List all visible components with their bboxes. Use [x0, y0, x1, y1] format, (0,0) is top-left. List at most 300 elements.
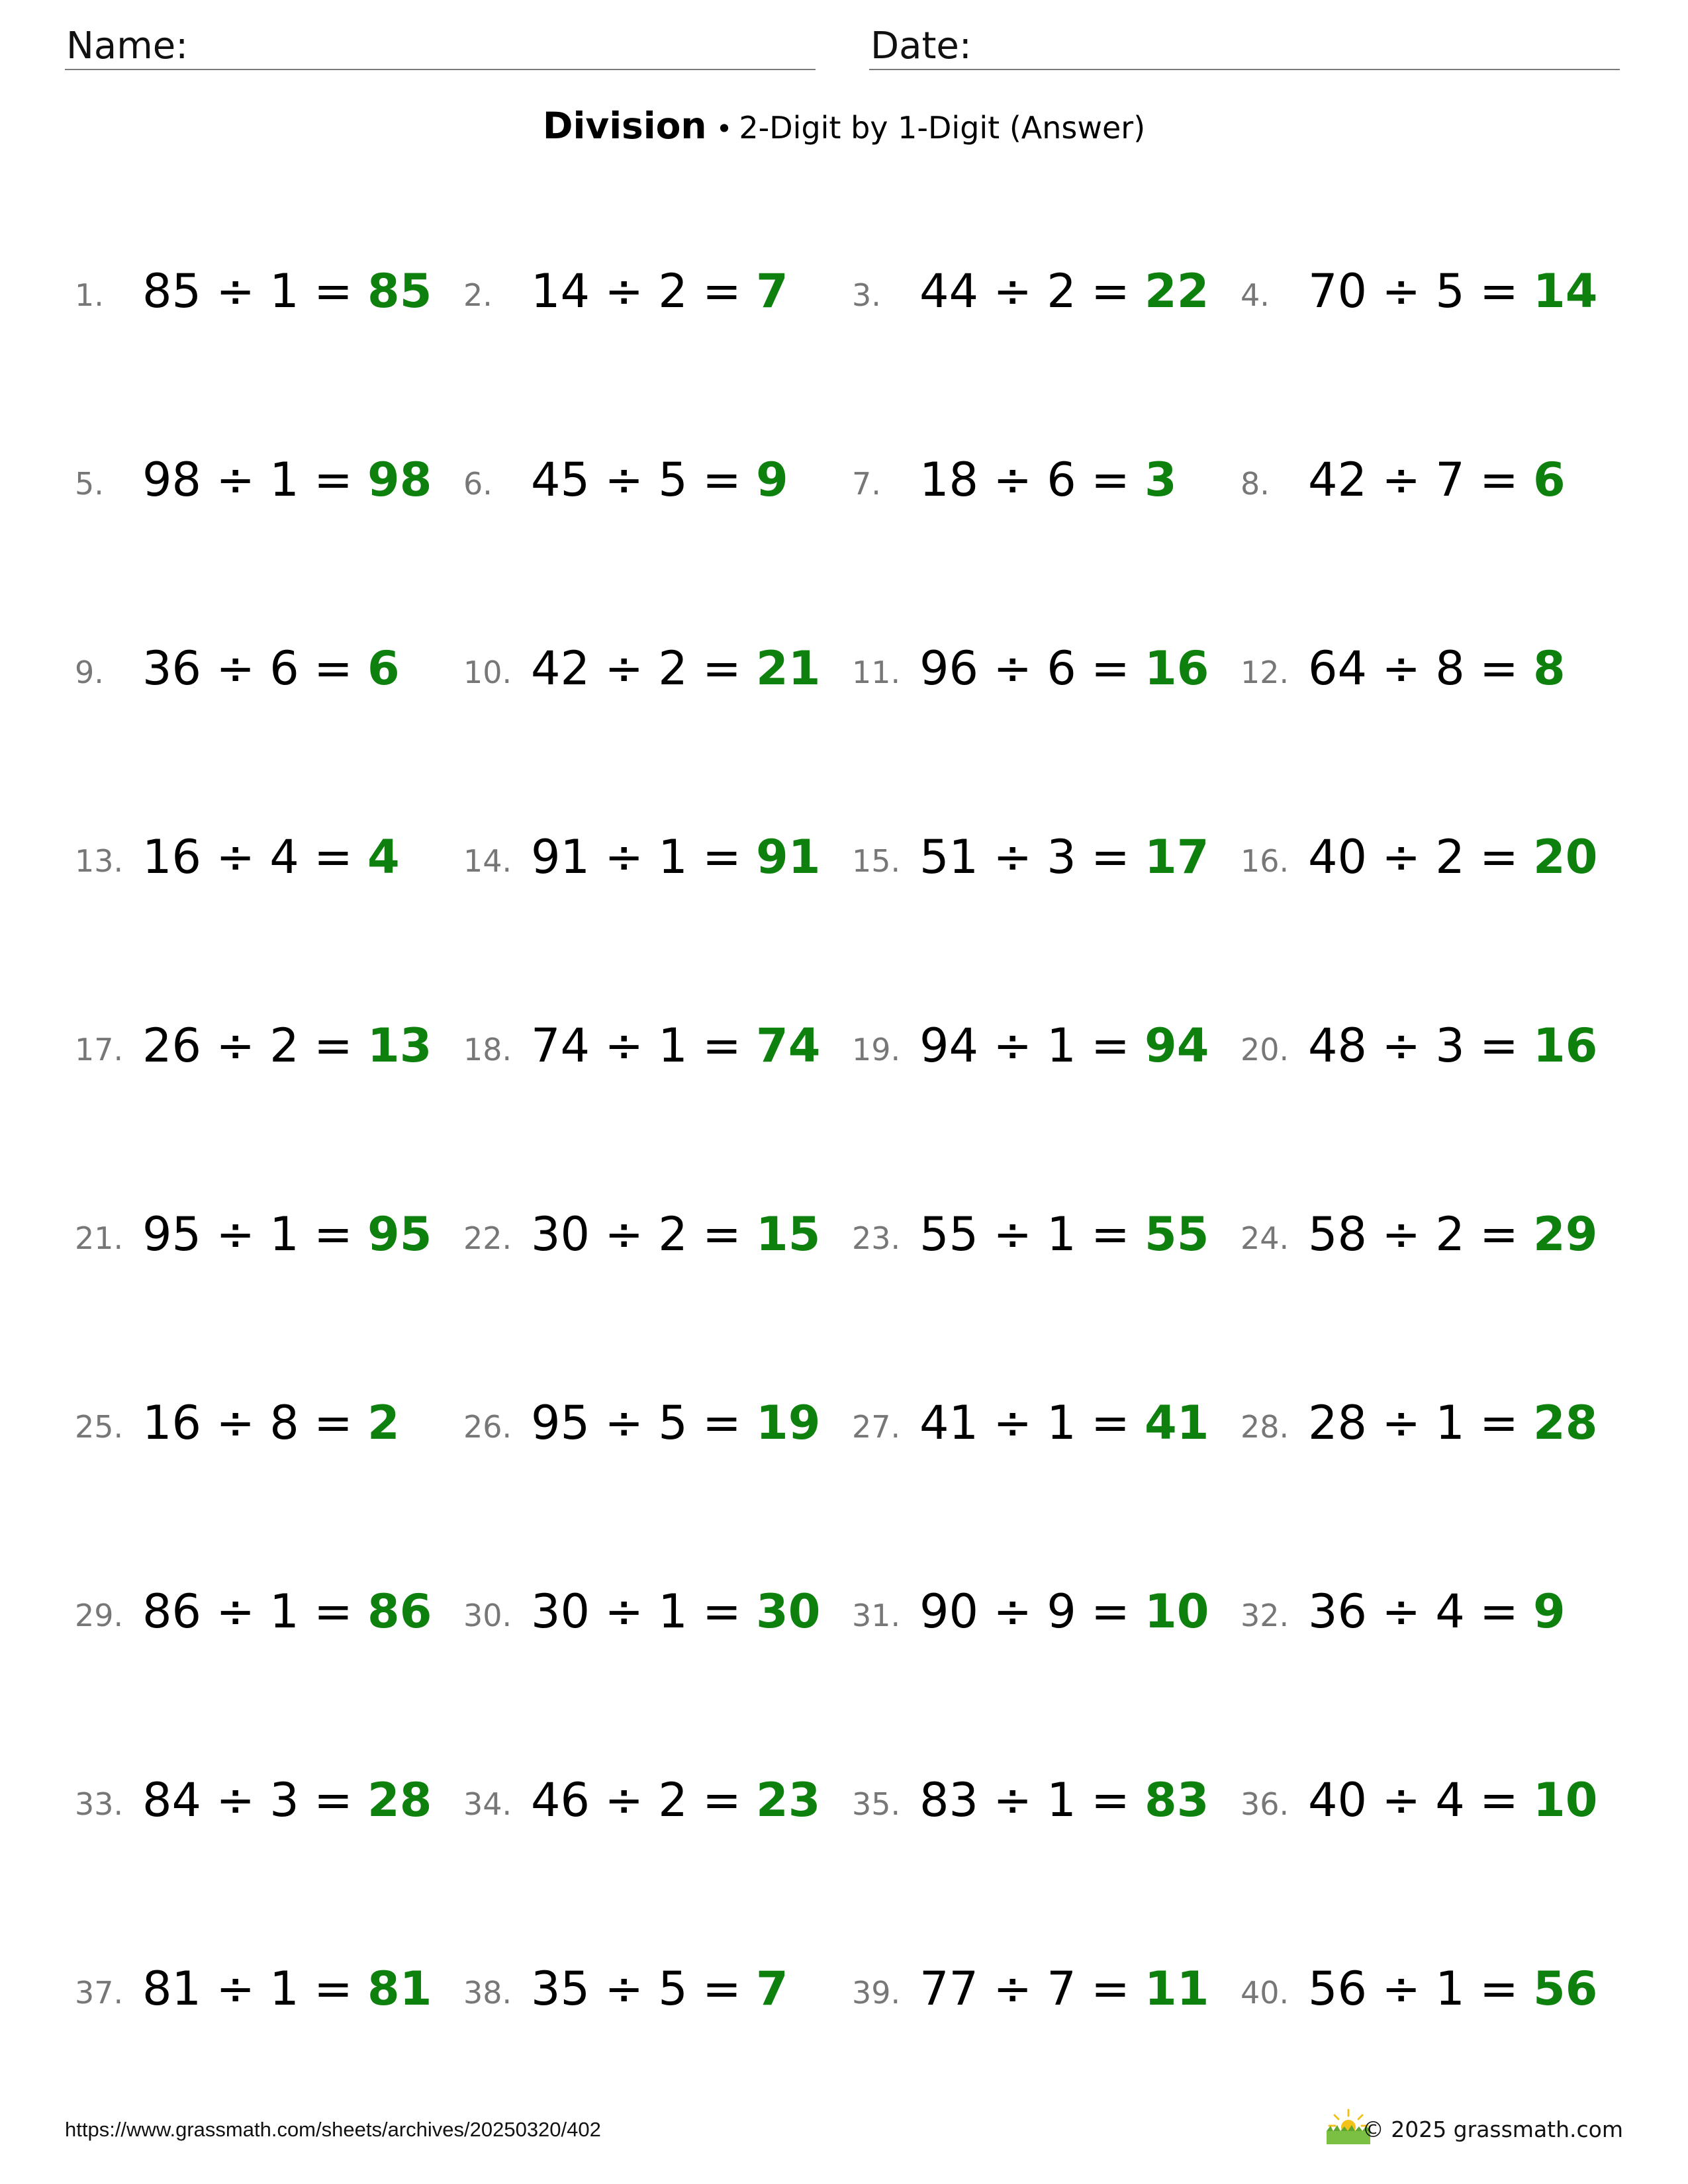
- dividend: 46: [531, 1773, 590, 1827]
- problem-item: [852, 1582, 1229, 1648]
- problem-number: 36.: [1241, 1786, 1289, 1822]
- divisor: 7: [1435, 453, 1465, 507]
- name-label: Name:: [66, 24, 189, 68]
- problem-item: [852, 827, 1229, 893]
- divide-operator: ÷: [1382, 830, 1421, 884]
- answer: 14: [1533, 264, 1598, 318]
- problem-expression: [919, 1962, 1209, 2016]
- problem-number: 18.: [463, 1032, 512, 1068]
- equals-sign: =: [1479, 830, 1519, 884]
- equals-sign: =: [1091, 1019, 1130, 1073]
- answer: 7: [756, 264, 788, 318]
- divide-operator: ÷: [1382, 641, 1421, 696]
- problem-expression: [1308, 830, 1597, 884]
- answer: 6: [1533, 453, 1566, 507]
- divide-operator: ÷: [1382, 264, 1421, 318]
- problem-number: 40.: [1241, 1975, 1289, 2011]
- dividend: 48: [1308, 1019, 1368, 1073]
- problem-number: 30.: [463, 1598, 512, 1633]
- divide-operator: ÷: [993, 1962, 1032, 2016]
- equals-sign: =: [1091, 1773, 1130, 1827]
- problem-expression: [1308, 264, 1597, 318]
- dividend: 94: [919, 1019, 979, 1073]
- answer: 16: [1145, 641, 1209, 696]
- problem-item: [1241, 1393, 1618, 1459]
- equals-sign: =: [1479, 264, 1519, 318]
- problem-item: [852, 1393, 1229, 1459]
- dividend: 42: [531, 641, 590, 696]
- answer: 85: [367, 264, 432, 318]
- problem-number: 24.: [1241, 1220, 1289, 1256]
- divide-operator: ÷: [216, 1773, 255, 1827]
- dividend: 28: [1308, 1396, 1368, 1450]
- dividend: 90: [919, 1584, 979, 1639]
- problem-item: [1241, 261, 1618, 328]
- problem-expression: [531, 1207, 820, 1261]
- divide-operator: ÷: [604, 1396, 643, 1450]
- problem-number: 25.: [75, 1409, 124, 1445]
- equals-sign: =: [1091, 264, 1130, 318]
- title-separator: •: [716, 113, 733, 145]
- divisor: 6: [1047, 641, 1076, 696]
- problem-expression: [1308, 1019, 1597, 1073]
- problem-item: [463, 1582, 841, 1648]
- equals-sign: =: [702, 830, 741, 884]
- divisor: 1: [658, 1019, 688, 1073]
- dividend: 85: [142, 264, 202, 318]
- dividend: 86: [142, 1584, 202, 1639]
- divide-operator: ÷: [216, 264, 255, 318]
- problem-item: [1241, 1770, 1618, 1837]
- answer: 28: [1533, 1396, 1598, 1450]
- answer: 74: [756, 1019, 821, 1073]
- divisor: 1: [1435, 1396, 1465, 1450]
- problem-number: 27.: [852, 1409, 901, 1445]
- problem-item: [463, 1770, 841, 1837]
- divide-operator: ÷: [993, 1773, 1032, 1827]
- answer: 4: [367, 830, 400, 884]
- dividend: 18: [919, 453, 979, 507]
- answer: 30: [756, 1584, 821, 1639]
- divisor: 2: [269, 1019, 299, 1073]
- divide-operator: ÷: [993, 1396, 1032, 1450]
- problem-expression: [531, 1396, 820, 1450]
- divisor: 3: [1047, 830, 1076, 884]
- answer: 23: [756, 1773, 821, 1827]
- problem-number: 34.: [463, 1786, 512, 1822]
- problem-expression: [1308, 1962, 1597, 2016]
- equals-sign: =: [702, 1207, 741, 1261]
- answer: 91: [756, 830, 821, 884]
- problem-expression: [142, 1584, 432, 1639]
- problem-number: 14.: [463, 843, 512, 879]
- divisor: 2: [658, 264, 688, 318]
- dividend: 83: [919, 1773, 979, 1827]
- problem-number: 26.: [463, 1409, 512, 1445]
- equals-sign: =: [314, 1019, 353, 1073]
- dividend: 64: [1308, 641, 1368, 696]
- problem-expression: [531, 1773, 820, 1827]
- problem-number: 31.: [852, 1598, 901, 1633]
- answer: 17: [1145, 830, 1209, 884]
- divisor: 4: [269, 830, 299, 884]
- divisor: 5: [658, 1396, 688, 1450]
- problem-expression: [919, 453, 1177, 507]
- answer: 81: [367, 1962, 432, 2016]
- equals-sign: =: [702, 641, 741, 696]
- problem-expression: [142, 1207, 432, 1261]
- divisor: 4: [1435, 1584, 1465, 1639]
- problem-expression: [1308, 641, 1566, 696]
- divide-operator: ÷: [1382, 1396, 1421, 1450]
- answer: 86: [367, 1584, 432, 1639]
- problem-number: 10.: [463, 655, 512, 690]
- divide-operator: ÷: [604, 264, 643, 318]
- equals-sign: =: [702, 1584, 741, 1639]
- divisor: 1: [658, 830, 688, 884]
- equals-sign: =: [1479, 1019, 1519, 1073]
- equals-sign: =: [314, 264, 353, 318]
- answer: 20: [1533, 830, 1598, 884]
- answer: 15: [756, 1207, 821, 1261]
- problem-expression: [1308, 1396, 1597, 1450]
- problem-item: [75, 639, 452, 705]
- problem-expression: [1308, 1773, 1597, 1827]
- problem-item: [852, 450, 1229, 516]
- problem-number: 13.: [75, 843, 124, 879]
- divide-operator: ÷: [993, 641, 1032, 696]
- dividend: 40: [1308, 830, 1368, 884]
- problem-expression: [531, 1962, 788, 2016]
- divisor: 3: [1435, 1019, 1465, 1073]
- divisor: 2: [1435, 830, 1465, 884]
- problem-expression: [919, 830, 1209, 884]
- equals-sign: =: [314, 1396, 353, 1450]
- problem-expression: [531, 264, 788, 318]
- divide-operator: ÷: [216, 453, 255, 507]
- answer: 83: [1145, 1773, 1209, 1827]
- problem-item: [463, 261, 841, 328]
- problem-item: [463, 827, 841, 893]
- problem-item: [852, 261, 1229, 328]
- equals-sign: =: [314, 1207, 353, 1261]
- divide-operator: ÷: [604, 1207, 643, 1261]
- answer: 9: [756, 453, 788, 507]
- problem-number: 16.: [1241, 843, 1289, 879]
- equals-sign: =: [314, 1773, 353, 1827]
- problem-number: 37.: [75, 1975, 124, 2011]
- answer: 7: [756, 1962, 788, 2016]
- answer: 56: [1533, 1962, 1598, 2016]
- problem-item: [1241, 827, 1618, 893]
- problem-expression: [1308, 1584, 1566, 1639]
- answer: 28: [367, 1773, 432, 1827]
- problem-expression: [919, 1396, 1209, 1450]
- equals-sign: =: [1479, 1962, 1519, 2016]
- problem-expression: [531, 453, 788, 507]
- problem-item: [463, 450, 841, 516]
- equals-sign: =: [1091, 830, 1130, 884]
- problem-number: 15.: [852, 843, 901, 879]
- divisor: 5: [658, 1962, 688, 2016]
- divide-operator: ÷: [604, 1962, 643, 2016]
- problem-item: [1241, 1959, 1618, 2025]
- problem-number: 11.: [852, 655, 901, 690]
- problem-item: [852, 1959, 1229, 2025]
- problem-number: 33.: [75, 1786, 124, 1822]
- problem-item: [1241, 450, 1618, 516]
- divisor: 2: [1047, 264, 1076, 318]
- divide-operator: ÷: [604, 1584, 643, 1639]
- divisor: 8: [269, 1396, 299, 1450]
- problem-item: [1241, 1016, 1618, 1082]
- divisor: 4: [1435, 1773, 1465, 1827]
- dividend: 16: [142, 830, 202, 884]
- divide-operator: ÷: [604, 1019, 643, 1073]
- dividend: 98: [142, 453, 202, 507]
- dividend: 84: [142, 1773, 202, 1827]
- problem-number: 17.: [75, 1032, 124, 1068]
- divisor: 1: [1047, 1773, 1076, 1827]
- problem-number: 35.: [852, 1786, 901, 1822]
- equals-sign: =: [702, 453, 741, 507]
- problem-expression: [919, 1019, 1209, 1073]
- answer: 11: [1145, 1962, 1209, 2016]
- equals-sign: =: [702, 1962, 741, 2016]
- problem-item: [75, 827, 452, 893]
- problem-expression: [919, 1207, 1209, 1261]
- problem-item: [852, 1016, 1229, 1082]
- divide-operator: ÷: [216, 1584, 255, 1639]
- answer: 8: [1533, 641, 1566, 696]
- problem-number: 2.: [463, 277, 492, 313]
- problem-item: [75, 1016, 452, 1082]
- answer: 22: [1145, 264, 1209, 318]
- problem-item: [463, 1959, 841, 2025]
- answer: 94: [1145, 1019, 1209, 1073]
- equals-sign: =: [702, 1019, 741, 1073]
- divisor: 1: [269, 1962, 299, 2016]
- dividend: 14: [531, 264, 590, 318]
- problem-number: 21.: [75, 1220, 124, 1256]
- problem-expression: [142, 1396, 400, 1450]
- problem-item: [852, 639, 1229, 705]
- date-label: Date:: [870, 24, 972, 68]
- problem-number: 23.: [852, 1220, 901, 1256]
- divisor: 9: [1047, 1584, 1076, 1639]
- title-main: Division: [542, 105, 707, 147]
- dividend: 36: [142, 641, 202, 696]
- equals-sign: =: [1479, 1207, 1519, 1261]
- divide-operator: ÷: [216, 641, 255, 696]
- problem-item: [852, 1770, 1229, 1837]
- answer: 19: [756, 1396, 821, 1450]
- divisor: 2: [658, 1207, 688, 1261]
- divide-operator: ÷: [1382, 1773, 1421, 1827]
- dividend: 51: [919, 830, 979, 884]
- divisor: 5: [1435, 264, 1465, 318]
- problem-number: 22.: [463, 1220, 512, 1256]
- dividend: 30: [531, 1207, 590, 1261]
- dividend: 26: [142, 1019, 202, 1073]
- divide-operator: ÷: [993, 1584, 1032, 1639]
- dividend: 30: [531, 1584, 590, 1639]
- problem-item: [852, 1205, 1229, 1271]
- equals-sign: =: [314, 641, 353, 696]
- problem-number: 29.: [75, 1598, 124, 1633]
- problem-expression: [142, 830, 400, 884]
- divide-operator: ÷: [993, 453, 1032, 507]
- dividend: 42: [1308, 453, 1368, 507]
- equals-sign: =: [702, 1773, 741, 1827]
- divide-operator: ÷: [1382, 1019, 1421, 1073]
- problem-number: 38.: [463, 1975, 512, 2011]
- divisor: 1: [658, 1584, 688, 1639]
- divisor: 1: [269, 453, 299, 507]
- dividend: 44: [919, 264, 979, 318]
- problem-number: 6.: [463, 466, 492, 502]
- problem-expression: [142, 1962, 432, 2016]
- dividend: 58: [1308, 1207, 1368, 1261]
- divide-operator: ÷: [993, 1019, 1032, 1073]
- answer: 29: [1533, 1207, 1598, 1261]
- dividend: 77: [919, 1962, 979, 2016]
- problem-number: 39.: [852, 1975, 901, 2011]
- divisor: 1: [269, 264, 299, 318]
- dividend: 95: [142, 1207, 202, 1261]
- problem-number: 5.: [75, 466, 104, 502]
- dividend: 36: [1308, 1584, 1368, 1639]
- dividend: 95: [531, 1396, 590, 1450]
- divisor: 1: [1435, 1962, 1465, 2016]
- problem-expression: [142, 1019, 432, 1073]
- divisor: 1: [1047, 1019, 1076, 1073]
- divide-operator: ÷: [1382, 1962, 1421, 2016]
- equals-sign: =: [1479, 1396, 1519, 1450]
- problem-number: 1.: [75, 277, 104, 313]
- divide-operator: ÷: [1382, 453, 1421, 507]
- problem-expression: [919, 1773, 1209, 1827]
- problem-item: [75, 261, 452, 328]
- answer: 2: [367, 1396, 400, 1450]
- footer-copyright: © 2025 grassmath.com: [1362, 2116, 1623, 2142]
- problem-expression: [531, 1019, 820, 1073]
- equals-sign: =: [314, 1584, 353, 1639]
- divide-operator: ÷: [604, 453, 643, 507]
- divide-operator: ÷: [216, 1019, 255, 1073]
- divisor: 1: [269, 1207, 299, 1261]
- answer: 55: [1145, 1207, 1209, 1261]
- divide-operator: ÷: [216, 830, 255, 884]
- answer: 10: [1145, 1584, 1209, 1639]
- dividend: 40: [1308, 1773, 1368, 1827]
- divide-operator: ÷: [216, 1396, 255, 1450]
- equals-sign: =: [1479, 1773, 1519, 1827]
- equals-sign: =: [702, 1396, 741, 1450]
- problem-item: [75, 1770, 452, 1837]
- problem-number: 3.: [852, 277, 881, 313]
- problem-expression: [142, 453, 432, 507]
- equals-sign: =: [1479, 641, 1519, 696]
- answer: 9: [1533, 1584, 1566, 1639]
- problem-item: [75, 1393, 452, 1459]
- dividend: 16: [142, 1396, 202, 1450]
- problem-item: [1241, 639, 1618, 705]
- equals-sign: =: [314, 1962, 353, 2016]
- answer: 6: [367, 641, 400, 696]
- problem-expression: [919, 1584, 1209, 1639]
- problem-number: 28.: [1241, 1409, 1289, 1445]
- divisor: 3: [269, 1773, 299, 1827]
- answer: 10: [1533, 1773, 1598, 1827]
- problem-expression: [531, 1584, 820, 1639]
- divide-operator: ÷: [604, 641, 643, 696]
- divisor: 1: [1047, 1396, 1076, 1450]
- divisor: 1: [269, 1584, 299, 1639]
- answer: 95: [367, 1207, 432, 1261]
- problem-item: [1241, 1582, 1618, 1648]
- dividend: 74: [531, 1019, 590, 1073]
- problem-number: 32.: [1241, 1598, 1289, 1633]
- equals-sign: =: [1091, 1396, 1130, 1450]
- problem-expression: [142, 641, 400, 696]
- divide-operator: ÷: [993, 830, 1032, 884]
- divisor: 6: [1047, 453, 1076, 507]
- divide-operator: ÷: [1382, 1584, 1421, 1639]
- divisor: 2: [658, 641, 688, 696]
- problem-number: 9.: [75, 655, 104, 690]
- problem-item: [1241, 1205, 1618, 1271]
- problem-item: [463, 639, 841, 705]
- footer-url: https://www.grassmath.com/sheets/archives/20250320/402: [65, 2118, 601, 2141]
- equals-sign: =: [314, 453, 353, 507]
- problem-number: 8.: [1241, 466, 1270, 502]
- problem-item: [75, 1582, 452, 1648]
- problem-number: 20.: [1241, 1032, 1289, 1068]
- answer: 3: [1145, 453, 1177, 507]
- equals-sign: =: [1091, 453, 1130, 507]
- dividend: 55: [919, 1207, 979, 1261]
- problem-item: [463, 1016, 841, 1082]
- answer: 41: [1145, 1396, 1209, 1450]
- problem-number: 7.: [852, 466, 881, 502]
- equals-sign: =: [1091, 641, 1130, 696]
- dividend: 56: [1308, 1962, 1368, 2016]
- dividend: 45: [531, 453, 590, 507]
- equals-sign: =: [1479, 1584, 1519, 1639]
- dividend: 35: [531, 1962, 590, 2016]
- equals-sign: =: [1479, 453, 1519, 507]
- answer: 21: [756, 641, 821, 696]
- problem-expression: [531, 641, 820, 696]
- equals-sign: =: [1091, 1962, 1130, 2016]
- divide-operator: ÷: [216, 1962, 255, 2016]
- problem-item: [463, 1205, 841, 1271]
- dividend: 81: [142, 1962, 202, 2016]
- divide-operator: ÷: [1382, 1207, 1421, 1261]
- problem-number: 19.: [852, 1032, 901, 1068]
- dividend: 91: [531, 830, 590, 884]
- equals-sign: =: [702, 264, 741, 318]
- equals-sign: =: [1091, 1584, 1130, 1639]
- problem-item: [463, 1393, 841, 1459]
- divide-operator: ÷: [604, 1773, 643, 1827]
- divisor: 1: [1047, 1207, 1076, 1261]
- divide-operator: ÷: [993, 264, 1032, 318]
- problem-expression: [1308, 453, 1566, 507]
- problem-item: [75, 1959, 452, 2025]
- answer: 98: [367, 453, 432, 507]
